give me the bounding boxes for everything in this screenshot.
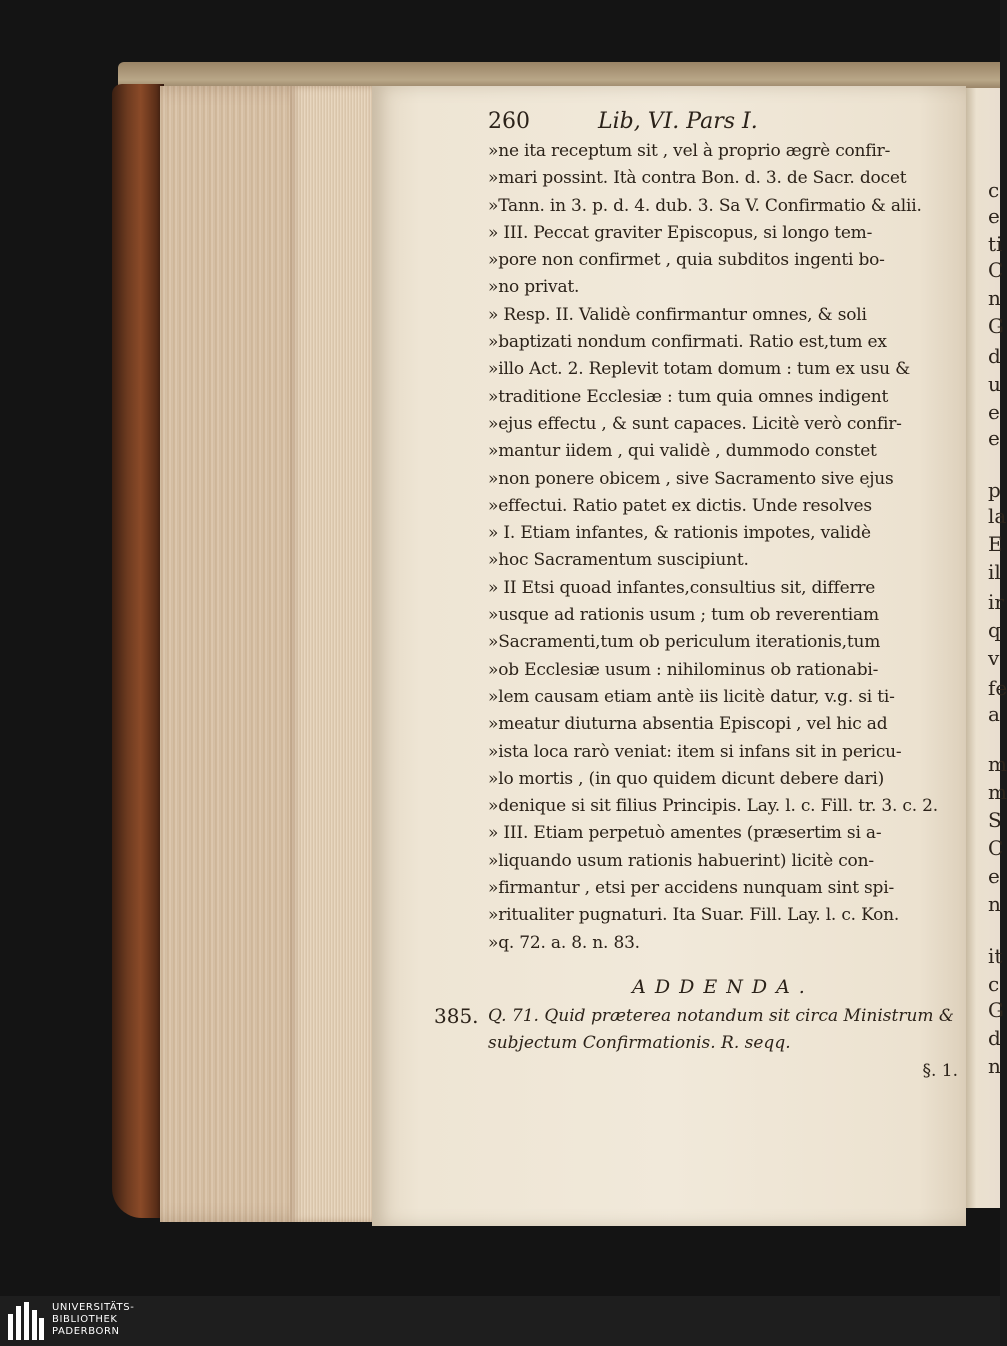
next-page-fragment: c (988, 972, 1000, 996)
catchword: §. 1. (922, 1060, 958, 1081)
text-line: »effectui. Ratio patet ex dictis. Unde resolves (488, 495, 872, 516)
fore-edge (290, 86, 372, 1222)
text-line: » I. Etiam infantes, & rationis impotes, validè (488, 523, 871, 544)
page-block-edges (160, 86, 372, 1222)
next-page-fragment: p (988, 478, 1001, 502)
next-page-fragment: u (988, 372, 1001, 396)
question-text: Q. 71. Quid præterea notandum sit circa Ministrum & subjectum Confirmationis. R. seqq. (488, 1005, 955, 1053)
text-line: » II Etsi quoad infantes,consultius sit, differre (488, 577, 876, 598)
text-line: »lem causam etiam antè iis licitè datur, v.g. si ti- (488, 686, 895, 707)
text-line: »q. 72. a. 8. n. 83. (488, 932, 640, 953)
text-line: »Sacramenti,tum ob periculum iterationis,tum (488, 632, 881, 653)
next-page-fragment: q (988, 618, 1001, 642)
library-name-line: UNIVERSITÄTS- (52, 1302, 135, 1313)
text-line: » III. Etiam perpetuò amentes (præsertim si a- (488, 823, 882, 844)
addenda-heading: ADDENDA. (632, 975, 814, 998)
text-line: »denique si sit filius Principis. Lay. l. c. Fill. tr. 3. c. 2. (488, 796, 938, 817)
next-page-fragment: d (988, 1026, 1001, 1050)
text-line: »ista loca rarò veniat: item si infans sit in pericu- (488, 741, 902, 762)
text-line: »baptizati nondum confirmati. Ratio est,tum ex (488, 332, 887, 353)
text-line: » Resp. II. Validè confirmantur omnes, & soli (488, 304, 867, 325)
next-page-fragment: it (988, 944, 1003, 968)
next-page-fragment: m (988, 752, 1007, 776)
text-line: »no privat. (488, 277, 580, 298)
next-page-fragment: e (988, 426, 1000, 450)
text-line: »liquando usum rationis habuerint) licitè con- (488, 850, 874, 871)
text-line: »ne ita receptum sit , vel à proprio ægrè confir- (488, 141, 891, 161)
body-text (488, 138, 958, 957)
next-page-fragment: e (988, 400, 1000, 424)
library-logo-icon (8, 1302, 44, 1340)
text-line: »ritualiter pugnaturi. Ita Suar. Fill. Lay. l. c. Kon. (488, 905, 900, 926)
page-header (488, 106, 958, 138)
next-page-fragment: G (988, 314, 1004, 338)
next-page-fragment: il (988, 560, 1001, 584)
text-line: »hoc Sacramentum suscipiunt. (488, 550, 749, 571)
library-name (52, 1302, 134, 1338)
page-text (434, 106, 958, 1081)
next-page-fragment: d (988, 344, 1001, 368)
next-page-fragment: ir (988, 590, 1004, 614)
next-page-fragment: n (988, 1054, 1001, 1078)
next-page-fragment: e (988, 864, 1000, 888)
question-number: 385. (434, 1003, 479, 1028)
next-page-fragment: v (988, 646, 1000, 670)
text-line: »traditione Ecclesiæ : tum quia omnes indigent (488, 386, 889, 407)
text-line: »non ponere obicem , sive Sacramento sive ejus (488, 468, 894, 489)
next-page-fragment: e (988, 204, 1000, 228)
next-page-fragment: n (988, 286, 1001, 310)
next-page-fragment: E (988, 532, 1003, 556)
text-line: »Tann. in 3. p. d. 4. dub. 3. Sa V. Confirmatio & alii. (488, 195, 922, 216)
question-block (434, 1003, 958, 1057)
next-page-fragment: fe (988, 676, 1007, 700)
library-name-line: BIBLIOTHEK (52, 1314, 118, 1325)
next-page-fragment: ti (988, 232, 1003, 256)
text-line: »illo Act. 2. Replevit totam domum : tum ex usu & (488, 359, 911, 380)
next-page-fragment: C (988, 836, 1004, 860)
next-page-fragment: G (988, 998, 1004, 1022)
text-line: »firmantur , etsi per accidens nunquam sint spi- (488, 878, 895, 899)
text-line: »ob Ecclesiæ usum : nihilominus ob rationabi- (488, 659, 879, 680)
library-footer (0, 1296, 1000, 1346)
running-title: Lib, VI. Pars I. (598, 109, 758, 134)
text-line: »ejus effectu , & sunt capaces. Licitè verò confir- (488, 413, 902, 434)
next-page-fragment: m (988, 780, 1007, 804)
text-line: »lo mortis , (in quo quidem dicunt debere dari) (488, 768, 885, 789)
next-page-fragment: a (988, 702, 1000, 726)
next-page-fragment: n (988, 892, 1001, 916)
text-line: »usque ad rationis usum ; tum ob reverentiam (488, 605, 879, 626)
library-name-line: PADERBORN (52, 1326, 120, 1337)
text-line: »mantur iidem , qui validè , dummodo constet (488, 441, 877, 462)
text-line: »mari possint. Ità contra Bon. d. 3. de Sacr. docet (488, 168, 907, 189)
next-page-fragment: c (988, 178, 1000, 202)
next-page-fragment: la (988, 504, 1007, 528)
text-line: »meatur diuturna absentia Episcopi , vel hic ad (488, 714, 888, 735)
page-number: 260 (488, 109, 530, 134)
printed-page (372, 86, 966, 1226)
text-line: » III. Peccat graviter Episcopus, si longo tem- (488, 222, 873, 243)
next-page-fragment: C (988, 258, 1004, 282)
next-page-edge (966, 88, 1007, 1208)
next-page-fragment: S (988, 808, 1002, 832)
text-line: »pore non confirmet , quia subditos ingenti bo- (488, 250, 885, 271)
book-spine (112, 84, 164, 1218)
